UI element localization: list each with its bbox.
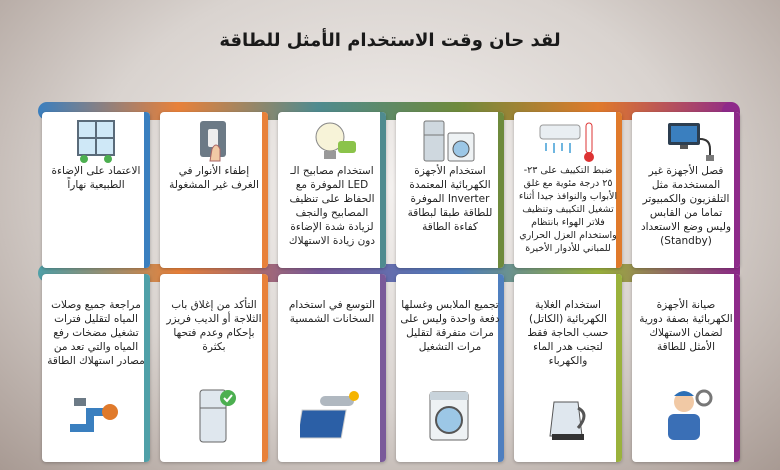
kettle-icon xyxy=(514,390,622,442)
tip-text: التوسع في استخدام السخانات الشمسية xyxy=(288,299,376,325)
tip-card-top-2 xyxy=(514,112,622,268)
led-bulb-icon xyxy=(278,116,386,168)
tip-card-top-5 xyxy=(160,112,268,268)
window-icon xyxy=(42,116,150,168)
page-title: لقد حان وقت الاستخدام الأمثل للطاقة xyxy=(219,30,561,51)
light-switch-icon xyxy=(160,116,268,168)
tip-text: ضبط التكييف على ٢٣- ٢٥ درجة مئوية مع غلق الأبواب والنوافذ جيدا أثناء تشغيل التكييف وتنظيف فلاتر الهواء بانتظام واستخدام العزل الحراري للمباني للأدوار الأخيرة xyxy=(518,165,618,254)
tip-text: تجميع الملابس وغسلها دفعة واحدة وليس على مرات متفرقة لتقليل مرات التشغيل xyxy=(400,299,500,353)
tv-plug-icon xyxy=(632,116,740,168)
water-pipes-icon xyxy=(42,390,150,442)
ac-thermometer-icon xyxy=(514,116,622,168)
tip-text: استخدام مصابيح الـ LED الموفرة مع الحفاظ على تنظيف المصابيح والنجف لزيادة شدة الإضاءة دون زيادة الاستهلاك xyxy=(288,165,376,247)
tip-card-bottom-5 xyxy=(160,274,268,462)
tip-text: فصل الأجهزة غير المستخدمة مثل التلفزيون والكمبيوتر تماما من القابس وليس وضع الاستعداد (Standby) xyxy=(640,165,732,247)
tip-text: استخدام الغلاية الكهربائية (الكاتل) حسب الحاجة فقط لتجنب هدر الماء والكهرباء xyxy=(527,299,609,367)
tip-card-top-1 xyxy=(632,112,740,268)
tip-text: استخدام الأجهزة الكهربائية المعتمدة Inverter الموفرة للطاقة طبقا لبطاقة كفاءة الطاقة xyxy=(407,165,493,233)
tip-card-bottom-4 xyxy=(278,274,386,462)
inverter-appliances-icon xyxy=(396,116,504,168)
tip-card-bottom-3 xyxy=(396,274,504,462)
technician-icon xyxy=(632,390,740,442)
tip-text: الاعتماد على الإضاءة الطبيعية نهاراً xyxy=(51,165,141,191)
tip-card-bottom-2 xyxy=(514,274,622,462)
tip-text: إطفاء الأنوار في الغرف غير المشغولة xyxy=(169,165,259,191)
tip-card-top-3 xyxy=(396,112,504,268)
solar-heater-icon xyxy=(278,390,386,442)
tip-card-bottom-6 xyxy=(42,274,150,462)
tip-text: التأكد من إغلاق باب الثلاجة أو الديب فريزر بإحكام وعدم فتحها بكثرة xyxy=(166,299,262,353)
page-title-area xyxy=(0,12,780,60)
tip-card-top-4 xyxy=(278,112,386,268)
tip-card-top-6 xyxy=(42,112,150,268)
washing-machine-icon xyxy=(396,390,504,442)
tip-card-bottom-1 xyxy=(632,274,740,462)
tip-text: صيانة الأجهزة الكهربائية بصفة دورية لضمان الاستهلاك الأمثل للطاقة xyxy=(639,299,733,353)
fridge-icon xyxy=(160,390,268,442)
tip-text: مراجعة جميع وصلات المياه لتقليل فترات تشغيل مضخات رفع المياه والتي تعد من مصادر استهلاك الطاقة xyxy=(47,299,145,367)
